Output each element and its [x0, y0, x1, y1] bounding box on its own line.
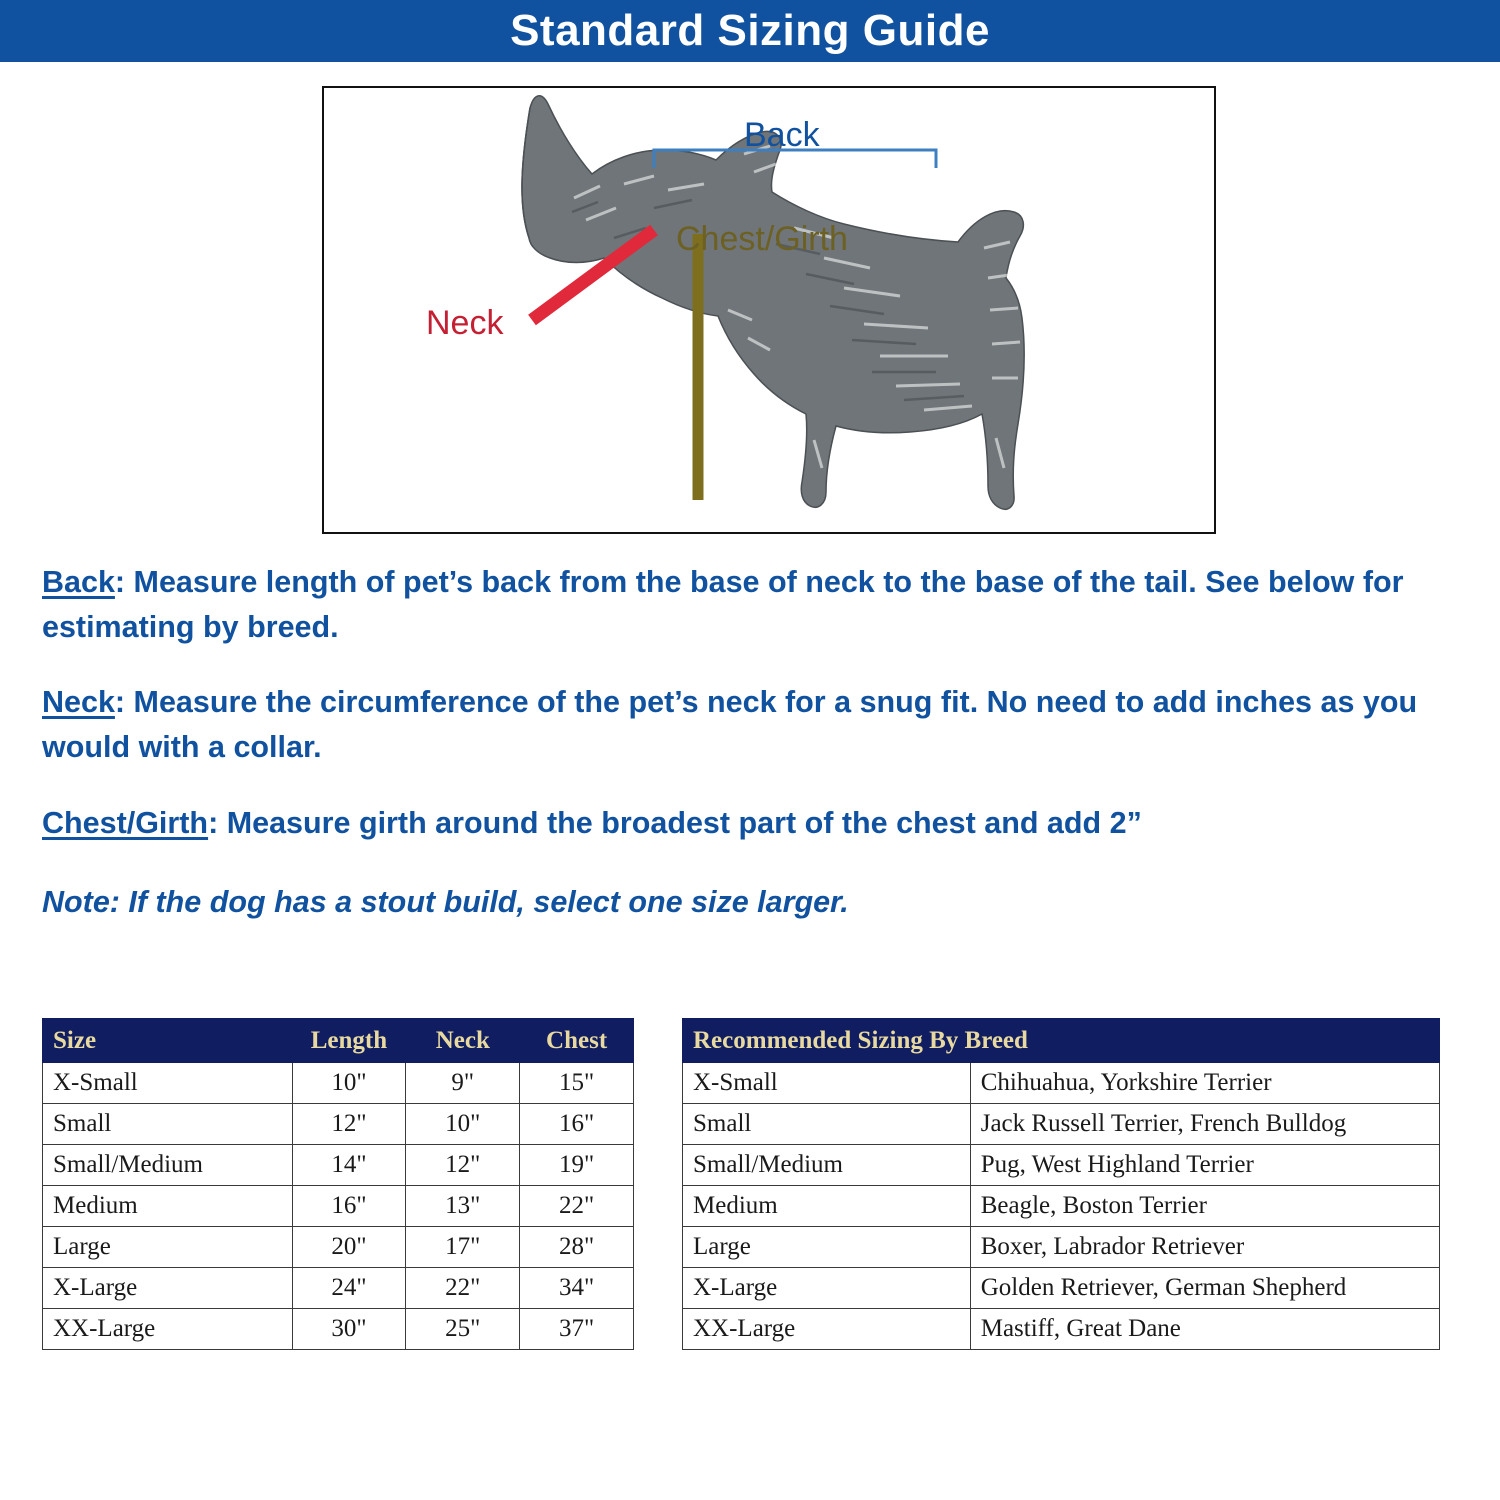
instruction-text-chest: : Measure girth around the broadest part of the chest and add 2” — [208, 805, 1142, 840]
cell-size: Small/Medium — [683, 1145, 971, 1186]
table-row — [43, 1268, 634, 1309]
cell-size: Small/Medium — [43, 1145, 293, 1186]
table-header-row — [683, 1019, 1440, 1063]
instruction-text-neck: : Measure the circumference of the pet’s neck for a snug fit. No need to add inches as you would with a collar. — [42, 685, 1418, 765]
cell-chest: 28" — [520, 1227, 634, 1268]
instruction-term-back: Back — [42, 565, 115, 599]
cell-neck: 9" — [406, 1063, 520, 1104]
cell-chest: 37" — [520, 1309, 634, 1350]
cell-breeds: Chihuahua, Yorkshire Terrier — [970, 1063, 1439, 1104]
cell-length: 30" — [292, 1309, 406, 1350]
cell-size: Large — [43, 1227, 293, 1268]
size-measurements-table — [42, 1018, 634, 1350]
cell-length: 20" — [292, 1227, 406, 1268]
col-header-breed: Recommended Sizing By Breed — [683, 1019, 1440, 1063]
cell-chest: 34" — [520, 1268, 634, 1309]
col-header-length: Length — [292, 1019, 406, 1063]
cell-chest: 22" — [520, 1186, 634, 1227]
instruction-back — [42, 560, 1462, 650]
cell-neck: 17" — [406, 1227, 520, 1268]
table-row — [43, 1145, 634, 1186]
cell-size: Medium — [43, 1186, 293, 1227]
instructions — [42, 560, 1462, 955]
table-row — [683, 1309, 1440, 1350]
cell-breeds: Boxer, Labrador Retriever — [970, 1227, 1439, 1268]
cell-size: Medium — [683, 1186, 971, 1227]
cell-size: X-Small — [43, 1063, 293, 1104]
table-row — [683, 1268, 1440, 1309]
diagram-label-back: Back — [744, 116, 820, 154]
cell-length: 12" — [292, 1104, 406, 1145]
instruction-term-neck: Neck — [42, 685, 115, 720]
cell-length: 16" — [292, 1186, 406, 1227]
cell-size: XX-Large — [43, 1309, 293, 1350]
instruction-term-chest: Chest/Girth — [42, 805, 209, 840]
cell-size: X-Small — [683, 1063, 971, 1104]
table-header-row — [43, 1019, 634, 1063]
cell-neck: 10" — [406, 1104, 520, 1145]
cell-length: 24" — [292, 1268, 406, 1309]
cell-length: 14" — [292, 1145, 406, 1186]
header-bar — [0, 0, 1500, 62]
table-row — [43, 1227, 634, 1268]
cell-size: X-Large — [43, 1268, 293, 1309]
table-row — [683, 1186, 1440, 1227]
table-row — [683, 1227, 1440, 1268]
cell-breeds: Golden Retriever, German Shepherd — [970, 1268, 1439, 1309]
measurement-diagram — [322, 86, 1216, 534]
table-row — [43, 1309, 634, 1350]
col-header-chest: Chest — [520, 1019, 634, 1063]
cell-neck: 25" — [406, 1309, 520, 1350]
cell-size: Large — [683, 1227, 971, 1268]
cell-size: Small — [683, 1104, 971, 1145]
table-row — [43, 1104, 634, 1145]
cell-breeds: Jack Russell Terrier, French Bulldog — [970, 1104, 1439, 1145]
table-row — [683, 1104, 1440, 1145]
cell-breeds: Pug, West Highland Terrier — [970, 1145, 1439, 1186]
diagram-label-chest: Chest/Girth — [676, 220, 848, 258]
cell-neck: 12" — [406, 1145, 520, 1186]
table-row — [43, 1063, 634, 1104]
cell-chest: 19" — [520, 1145, 634, 1186]
col-header-neck: Neck — [406, 1019, 520, 1063]
instruction-neck — [42, 680, 1462, 770]
cell-size: XX-Large — [683, 1309, 971, 1350]
page-title: Standard Sizing Guide — [510, 6, 990, 55]
cell-breeds: Mastiff, Great Dane — [970, 1309, 1439, 1350]
cell-neck: 13" — [406, 1186, 520, 1227]
instruction-chest — [42, 801, 1462, 846]
cell-size: X-Large — [683, 1268, 971, 1309]
cell-breeds: Beagle, Boston Terrier — [970, 1186, 1439, 1227]
instruction-note: Note: If the dog has a stout build, select one size larger. — [42, 884, 849, 919]
cell-length: 10" — [292, 1063, 406, 1104]
table-row — [43, 1186, 634, 1227]
cell-neck: 22" — [406, 1268, 520, 1309]
sizing-tables — [0, 1018, 1500, 1458]
col-header-size: Size — [43, 1019, 293, 1063]
breed-recommendation-table — [682, 1018, 1440, 1350]
instruction-text-back: : Measure length of pet’s back from the base of neck to the base of the tail. See below for estimating by breed. — [42, 565, 1404, 645]
table-row — [683, 1145, 1440, 1186]
cell-chest: 16" — [520, 1104, 634, 1145]
diagram-label-neck: Neck — [426, 304, 504, 342]
cell-size: Small — [43, 1104, 293, 1145]
table-row — [683, 1063, 1440, 1104]
cell-chest: 15" — [520, 1063, 634, 1104]
